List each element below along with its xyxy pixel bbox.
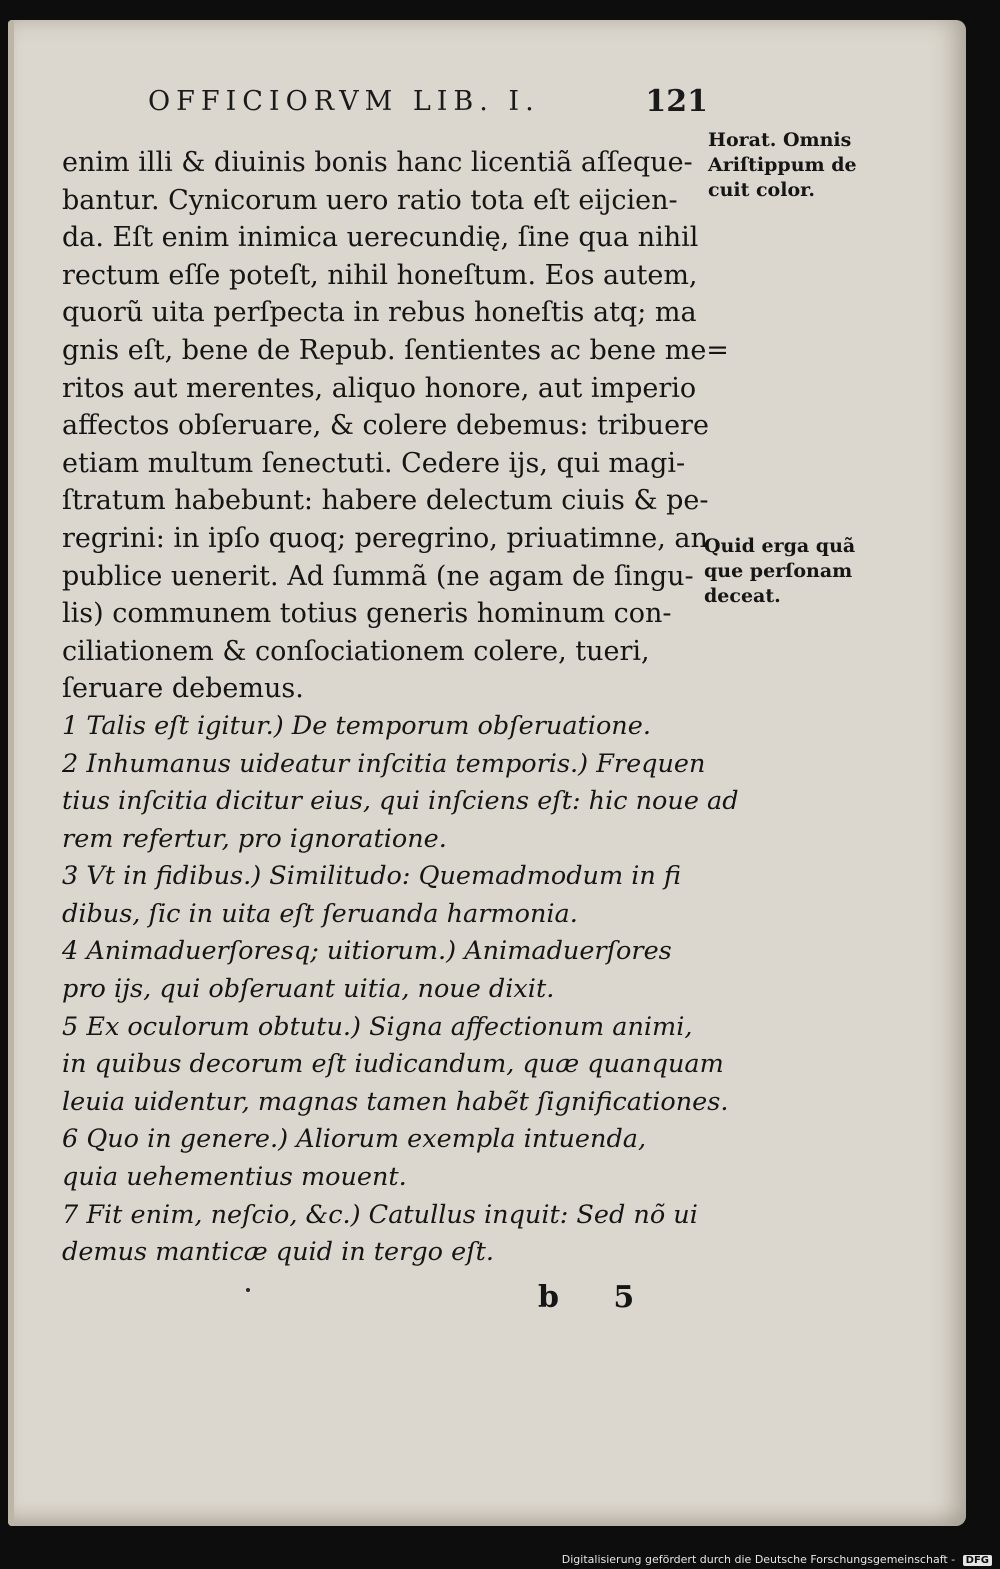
commentary-line: 1 Talis eſt igitur.) De temporum obſeruatione. (62, 710, 651, 741)
commentary-line: 6 Quo in genere.) Aliorum exempla intuenda, (62, 1124, 647, 1155)
body-line: affectos obſeruare, & colere debemus: tribuere (62, 410, 709, 442)
body-line: enim illi & diuinis bonis hanc licentiã aſſeque- (62, 147, 693, 178)
commentary-line: demus manticæ quid in tergo eſt. (62, 1237, 494, 1268)
ink-speck (246, 1288, 250, 1292)
commentary-line: 2 Inhumanus uideatur inſcitia temporis.) Frequen (62, 748, 706, 779)
book-page (8, 20, 966, 1526)
page-number: 121 (645, 84, 708, 119)
margin-note-line: Ariſtippum de (708, 154, 857, 176)
body-line: quorũ uita perſpecta in rebus honeſtis atq; ma (62, 297, 697, 329)
body-line: gnis eſt, bene de Repub. ſentientes ac bene me= (62, 334, 729, 366)
running-title: OFFICIORVM LIB. I. (148, 86, 540, 117)
commentary-line: dibus, ſic in uita eſt ſeruanda harmonia. (62, 898, 578, 929)
margin-note-line: cuit color. (708, 179, 816, 201)
body-line: regrini: in ipſo quoq; peregrino, priuatimne, an (62, 522, 708, 554)
commentary-line: 3 Vt in fidibus.) Similitudo: Quemadmodum in fi (62, 861, 681, 892)
body-line: da. Eſt enim inimica uerecundię, ſine qua nihil (62, 222, 699, 254)
page-gutter-edge (8, 20, 14, 1526)
body-line: ciliationem & conſociationem colere, tueri, (62, 635, 650, 667)
commentary-line: quia uehementius mouent. (62, 1162, 407, 1193)
commentary-line: tius inſcitia dicitur eius, qui inſciens eſt: hic noue ad (62, 786, 739, 817)
body-line: etiam multum ſenectuti. Cedere ijs, qui magi- (62, 447, 686, 479)
body-line: ſtratum habebunt: habere delectum ciuis & pe- (62, 485, 709, 517)
commentary-line: leuia uidentur, magnas tamen habẽt ſignificationes. (62, 1086, 729, 1117)
running-head (148, 78, 708, 128)
margin-note-line: que perſonam (704, 560, 853, 582)
digitization-credit (562, 1553, 992, 1566)
margin-note-persons (704, 534, 855, 609)
body-line: publice uenerit. Ad ſummã (ne agam de ſingu- (62, 560, 694, 592)
commentary-line: 4 Animaduerſoresq; uitiorum.) Animaduerſores (62, 936, 672, 967)
credit-text: Digitalisierung gefördert durch die Deutsche Forschungsgemeinschaft - (561, 1553, 956, 1566)
commentary-line: pro ijs, qui obſeruant uitia, noue dixit. (62, 974, 555, 1005)
body-line: ſeruare debemus. (62, 673, 304, 705)
commentary-line: rem refertur, pro ignoratione. (62, 823, 447, 854)
margin-note-line: Horat. Omnis (708, 129, 852, 151)
body-line: lis) communem totius generis hominum con- (62, 598, 672, 630)
main-text-block (62, 144, 739, 1272)
signature-mark: b 5 (538, 1280, 657, 1315)
commentary-line: in quibus decorum eſt iudicandum, quæ quanquam (62, 1049, 724, 1080)
margin-note-line: deceat. (704, 585, 781, 607)
dfg-logo: DFG (963, 1555, 992, 1566)
commentary-line: 5 Ex oculorum obtutu.) Signa affectionum animi, (62, 1011, 693, 1042)
body-line: ritos aut merentes, aliquo honore, aut imperio (62, 372, 697, 404)
body-line: rectum eſſe poteſt, nihil honeſtum. Eos autem, (62, 259, 698, 291)
commentary-line: 7 Fit enim, neſcio, &c.) Catullus inquit: Sed nõ ui (62, 1199, 698, 1230)
body-line: bantur. Cynicorum uero ratio tota eſt eijcien- (62, 184, 678, 216)
margin-note-horace (708, 128, 857, 203)
margin-note-line: Quid erga quã (704, 535, 856, 557)
